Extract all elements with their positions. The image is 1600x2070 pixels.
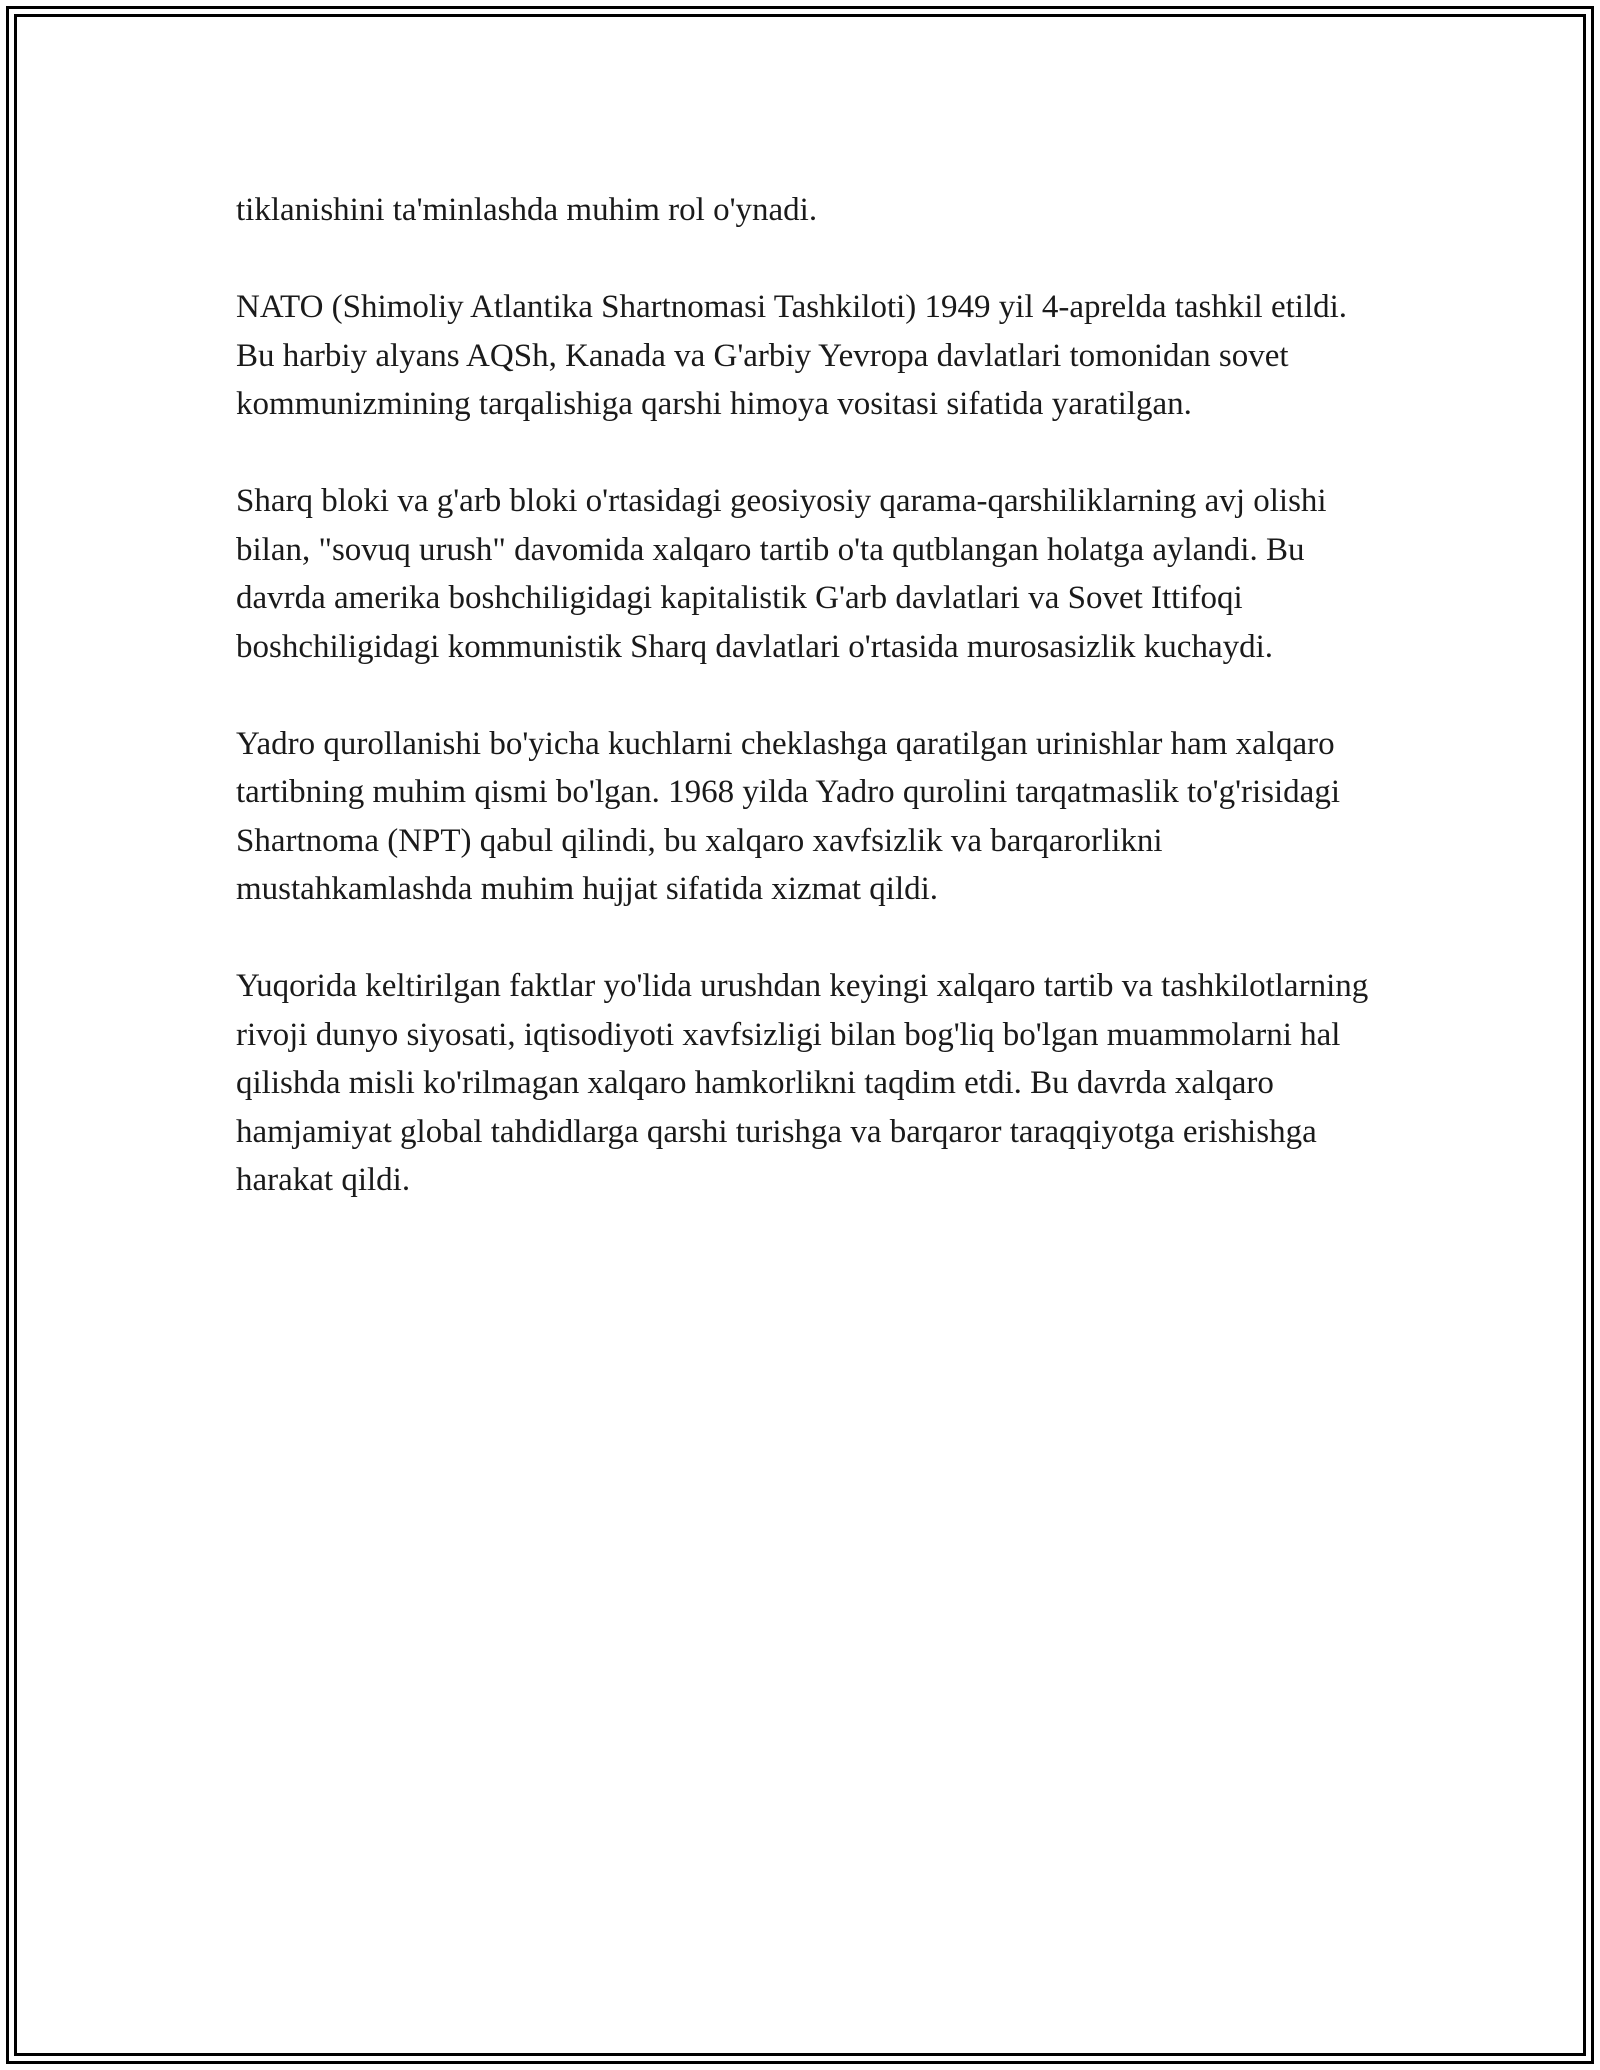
document-body: [236, 186, 1376, 1253]
paragraph-4: Yadro qurollanishi bo'yicha kuchlarni cheklashga qaratilgan urinishlar ham xalqaro tartibning muhim qismi bo'lgan. 1968 yilda Yadro qurolini tarqatmaslik to'g'risidagi Shartnoma (NPT) qabul qilindi, bu xalqaro xavfsizlik va barqarorlikni mustahkamlashda muhim hujjat sifatida xizmat qildi.: [236, 725, 1341, 907]
paragraph-2: NATO (Shimoliy Atlantika Shartnomasi Tashkiloti) 1949 yil 4-aprelda tashkil etildi. Bu harbiy alyans AQSh, Kanada va G'arbiy Yevropa davlatlari tomonidan sovet kommunizmining tarqalishiga qarshi himoya vositasi sifatida yaratilgan.: [236, 289, 1348, 422]
paragraph-5: Yuqorida keltirilgan faktlar yo'lida urushdan keyingi xalqaro tartib va tashkilotlarning rivoji dunyo siyosati, iqtisodiyoti xavfsizligi bilan bog'liq bo'lgan muammolarni hal qilishda misli ko'rilmagan xalqaro hamkorlikni taqdim etdi. Bu davrda xalqaro hamjamiyat global tahdidlarga qarshi turishga va barqaror taraqqiyotga erishishga harakat qildi.: [236, 968, 1369, 1198]
paragraph-1: tiklanishini ta'minlashda muhim rol o'ynadi.: [236, 192, 818, 228]
paragraph-3: Sharq bloki va g'arb bloki o'rtasidagi geosiyosiy qarama-qarshiliklarning avj olishi bilan, "sovuq urush" davomida xalqaro tartib o'ta qutblangan holatga aylandi. Bu davrda amerika boshchiligidagi kapitalistik G'arb davlatlari va Sovet Ittifoqi boshchiligidagi kommunistik Sharq davlatlari o'rtasida murosasizlik kuchaydi.: [236, 483, 1327, 665]
